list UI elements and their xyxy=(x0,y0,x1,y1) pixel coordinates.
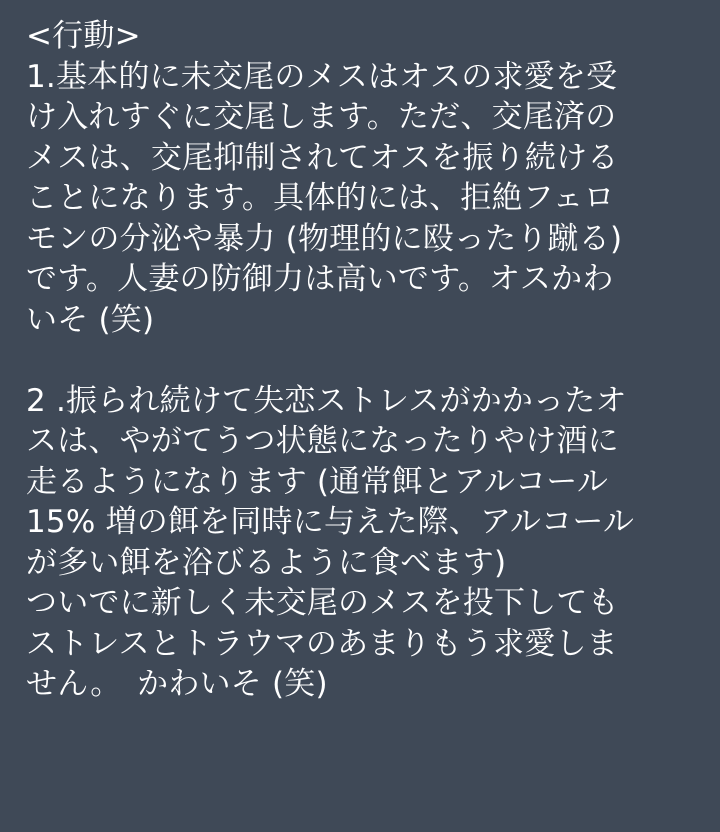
section-heading-behavior: <行動> xyxy=(26,18,141,54)
text-line: ことになります。具体的には、拒絶フェロ xyxy=(26,180,615,216)
text-line: 2 .振られ続けて失恋ストレスがかかったオ xyxy=(26,382,627,419)
text-line: メスは、交尾抑制されてオスを振り続ける xyxy=(26,139,619,176)
text-line: 1.基本的に未交尾のメスはオスの求愛を受 xyxy=(26,58,618,95)
paragraph-spacer xyxy=(26,340,698,381)
text-line: モンの分泌や暴力 (物理的に殴ったり蹴る) xyxy=(26,220,623,257)
text-line: スは、やがてうつ状態になったりやけ酒に xyxy=(26,423,619,459)
text-line: け入れすぐに交尾します。ただ、交尾済の xyxy=(26,99,617,135)
text-line: いそ (笑) xyxy=(26,301,155,338)
text-line: 走るようになります (通常餌とアルコール xyxy=(26,463,609,500)
text-line: が多い餌を浴びるように食べます) xyxy=(26,544,507,581)
text-line: ついでに新しく未交尾のメスを投下しても xyxy=(26,585,619,621)
text-line: です。人妻の防御力は高いです。オスかわ xyxy=(26,261,614,297)
text-line: 15% 増の餌を同時に与えた際、アルコール xyxy=(26,504,635,540)
text-line: ストレスとトラウマのあまりもう求愛しま xyxy=(26,625,618,662)
text-line: せん。 かわいそ (笑) xyxy=(26,666,328,702)
